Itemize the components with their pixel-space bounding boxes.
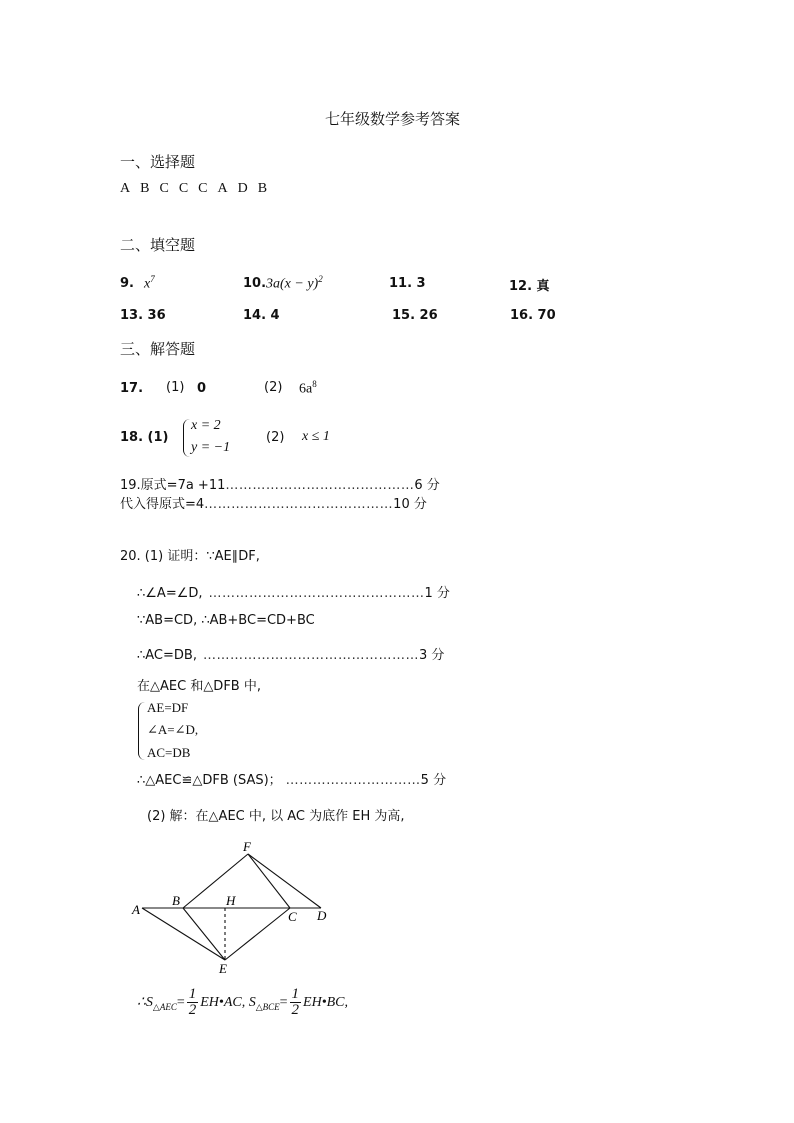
line-fd [248,854,321,908]
line-bf [183,854,248,908]
q20-step3-score: 3 分 [418,648,445,663]
choice-answer: B [140,181,150,196]
choice-answer: A [120,181,131,196]
q9-number: 9. [120,276,134,291]
q20-step5-text: ∴△AEC≌△DFB (SAS)； [137,773,282,788]
section-choice-heading: 一、选择题 [120,153,196,171]
choice-answer: C [178,181,189,196]
q18-part2-value: x ≤ 1 [302,429,330,444]
choice-answer: C [198,181,208,196]
area-subscript-aec: △AEC [152,1001,177,1012]
q19-line1-leader: …………………………………… [225,478,415,493]
fraction-one-half-2 [290,987,302,1018]
q19-line1-text: 19.原式=7a +11 [120,478,226,493]
page-title: 七年级数学参考答案 [325,110,461,128]
label-b: B [172,893,180,908]
q20-step1-text: ∴∠A=∠D, [137,586,203,601]
q10-exponent: 2 [318,274,323,284]
fraction-denominator: 2 [291,1002,300,1019]
fraction-numerator: 1 [291,986,300,1003]
q19-line2-score: 10 分 [393,497,427,512]
q17-part1-label: (1) [166,380,185,395]
q20-step4: 在△AEC 和△DFB 中, [137,679,261,694]
fraction-numerator: 1 [188,986,197,1003]
q19-line2-text: 代入得原式=4 [120,497,205,512]
line-be [183,908,225,960]
q10-expression: 3a(x − y) [266,276,319,292]
q20-step3-leader: ………………………………………… [202,648,419,663]
q18-system-line2: y = −1 [191,440,231,455]
geometry-figure [130,835,340,980]
q20-area-formula [137,985,348,1025]
section-fill-heading: 二、填空题 [120,236,196,254]
line-ae [142,908,225,960]
choice-answer: D [237,181,248,196]
q9-answer [144,274,155,293]
q20-step2: ∵AB=CD, ∴AB+BC=CD+BC [137,613,315,628]
q17-part2-exponent: 8 [312,379,317,389]
q20-intro: 20. (1) 证明：∵AE∥DF, [120,549,260,564]
q16-answer: 16. 70 [510,308,556,323]
choice-answer: A [217,181,228,196]
q20-step3 [137,644,444,663]
q17-part1-value: 0 [197,381,207,396]
q20-step5 [137,769,446,788]
q20-part2: (2) 解：在△AEC 中, 以 AC 为底作 EH 为高, [147,809,405,824]
fraction-denominator: 2 [188,1002,197,1019]
q17-part2-value [299,379,317,398]
q11-answer: 11. 3 [389,276,426,291]
q18-part2-label: (2) [266,430,285,445]
area-prefix: ∴S [137,995,153,1010]
q20-step1-score: 1 分 [424,586,450,601]
area-subscript-bce: △BCE [255,1001,280,1012]
choice-answer: B [257,181,268,196]
label-f: F [243,839,251,854]
q20-system-line1: AE=DF [147,700,189,715]
choice-answers [120,181,267,197]
q17-number: 17. [120,381,144,396]
q18-system-brace [183,419,190,457]
q20-system-line3: AC=DB [147,745,191,760]
q18-number: 18. (1) [120,430,169,445]
q15-answer: 15. 26 [392,308,438,323]
q20-step5-score: 5 分 [420,773,447,788]
area-equals-2: = [279,995,288,1010]
q20-system-brace [138,702,145,760]
q13-answer: 13. 36 [120,308,166,323]
label-a: A [132,902,140,917]
label-d: D [317,908,327,923]
q17-part2-base: 6a [299,381,313,397]
label-c: C [288,909,297,924]
choice-answer: C [159,181,169,196]
q17-part2-label: (2) [264,380,283,395]
line-ce [225,908,290,960]
q18-system-line1: x = 2 [191,418,221,433]
area-expression-1: EH•AC, S [200,995,256,1010]
area-equals-1: = [176,995,185,1010]
q14-answer: 14. 4 [243,308,280,323]
q9-base: x [144,276,151,292]
q20-step1 [137,582,450,601]
q10-answer [266,274,323,293]
label-h: H [226,893,236,908]
q10-number: 10. [243,276,267,291]
q20-step5-leader: ………………………… [285,773,421,788]
fraction-one-half [187,987,199,1018]
q19-line2-leader: …………………………………… [204,497,394,512]
section-solve-heading: 三、解答题 [120,340,196,358]
q20-step3-text: ∴AC=DB, [137,648,197,663]
area-expression-2: EH•BC, [303,995,348,1010]
q9-exponent: 7 [150,274,155,284]
q20-system-line2: ∠A=∠D, [147,722,199,737]
q19-line1 [120,474,440,493]
q19-line2 [120,493,427,512]
q12-answer: 12. 真 [509,279,550,294]
q19-line1-score: 6 分 [414,478,440,493]
label-e: E [219,961,227,976]
q20-step1-leader: ………………………………………… [208,586,425,601]
